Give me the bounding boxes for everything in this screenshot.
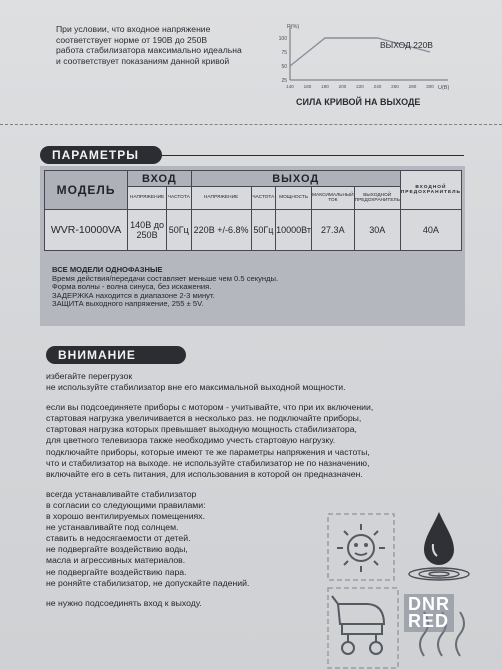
cell-out-voltage: 220В +/-6.8% bbox=[191, 210, 251, 251]
header-out-freq: ЧАСТОТА bbox=[251, 187, 276, 210]
header-max-current: МАКСИМАЛЬНЫЙ ТОК bbox=[312, 187, 355, 210]
header-out-voltage: НАПРЯЖЕНИЕ bbox=[191, 187, 251, 210]
warning-line: подключайте приборы, которые имеют те же параметры напряжения и частоты, bbox=[46, 446, 370, 457]
note-line: ЗАЩИТА выходного напряжение, 255 ± 5V. bbox=[52, 299, 204, 309]
warning-line: для цветного телевизора также необходимо учесть стартовую нагрузку. bbox=[46, 435, 336, 446]
intro-line: работа стабилизатора максимально идеальна bbox=[56, 45, 242, 56]
warning-line: что и стабилизатор на выходе. не используйте стабилизатор не по назначению, bbox=[46, 457, 370, 468]
header-fuse-out: ВЫХОДНОЙ ПРЕДОХРАНИТЕЛЬ bbox=[354, 187, 400, 210]
warning-line: не используйте стабилизатор вне его максимальной выходной мощности. bbox=[46, 382, 346, 393]
params-rule-divider bbox=[162, 155, 464, 156]
y-tick-label: 100 bbox=[278, 36, 287, 42]
x-tick-label: 240 bbox=[373, 84, 382, 89]
warning-line: стартовая нагрузка увеличивается в несколько раз. не подключайте приборы, bbox=[46, 413, 362, 424]
warning-title: ВНИМАНИЕ bbox=[58, 348, 136, 362]
note-line: ВСЕ МОДЕЛИ ОДНОФАЗНЫЕ bbox=[52, 265, 163, 274]
watermark-line: DNR bbox=[408, 594, 450, 614]
cell-fuse-out: 30А bbox=[354, 210, 400, 251]
no-sun-icon bbox=[326, 512, 396, 582]
no-water-icon bbox=[402, 506, 476, 586]
rule-line: масла и агрессивных материалов. bbox=[46, 555, 186, 566]
cell-in-freq: 50Гц bbox=[167, 210, 192, 251]
watermark-logo bbox=[404, 594, 454, 632]
rule-line: не подвергайте воздействию пара. bbox=[46, 566, 187, 577]
note-line: ЗАДЕРЖКА находится в диапазоне 2-3 минут. bbox=[52, 290, 215, 300]
params-notes bbox=[52, 266, 432, 309]
note-line: Форма волны - волна синуса, без искажения. bbox=[52, 282, 212, 292]
curve-series-label: ВЫХОД 220В bbox=[380, 40, 433, 50]
child-safety-icon bbox=[326, 586, 400, 670]
cell-model: WVR-10000VA bbox=[45, 210, 128, 251]
params-title-bar bbox=[40, 146, 162, 164]
warning-line: избегайте перегрузок bbox=[46, 371, 133, 381]
warning-line: включайте его в сеть питания, для использования в которой он предназначен. bbox=[46, 468, 363, 479]
note-line: Время действия/передачи составляет меньше чем 0.5 секунды. bbox=[52, 273, 279, 283]
rule-line: в хорошо вентилируемых помещениях. bbox=[46, 511, 206, 522]
cell-fuse-in: 40А bbox=[400, 210, 461, 251]
intro-line: соответствует норме от 190В до 250В bbox=[56, 34, 208, 45]
warning-title-bar bbox=[46, 346, 186, 364]
y-tick-label: 25 bbox=[281, 78, 287, 84]
header-fuse-in: ВХОДНОЙ ПРЕДОХРАНИТЕЛЬ bbox=[400, 171, 461, 210]
header-model: МОДЕЛЬ bbox=[45, 171, 128, 210]
warning-line: стартовая нагрузка которых превышает выходную мощность стабилизатора, bbox=[46, 424, 357, 435]
header-in-voltage: НАПРЯЖЕНИЕ bbox=[128, 187, 167, 210]
x-tick-label: 220 bbox=[356, 84, 364, 89]
curve-caption: СИЛА КРИВОЙ НА ВЫХОДЕ bbox=[296, 97, 421, 107]
x-tick-label: 180 bbox=[321, 84, 329, 89]
intro-line: При условии, что входное напряжение bbox=[56, 24, 211, 34]
header-output: ВЫХОД bbox=[191, 171, 400, 187]
x-tick-label: 200 bbox=[338, 84, 347, 89]
warning-text bbox=[46, 371, 373, 609]
header-in-freq: ЧАСТОТА bbox=[167, 187, 192, 210]
x-tick-label: 280 bbox=[408, 84, 417, 89]
rule-line: не устанавливайте под солнцем. bbox=[46, 522, 179, 533]
rule-line: не нужно подсоединять вход к выходу. bbox=[46, 597, 202, 608]
intro-line: и соответствует показаниям данной кривой bbox=[56, 55, 230, 66]
x-tick-label: 140 bbox=[286, 84, 294, 89]
y-tick-label: 75 bbox=[281, 50, 287, 56]
cut-line-divider bbox=[0, 124, 502, 125]
x-axis-label: U(В) bbox=[438, 85, 450, 91]
watermark-line: RED bbox=[408, 611, 450, 631]
rule-line: ставить в недосягаемости от детей. bbox=[46, 533, 191, 544]
x-tick-label: 260 bbox=[391, 84, 399, 89]
rule-line: не роняйте стабилизатор, не допускайте падений. bbox=[46, 577, 250, 588]
params-title: ПАРАМЕТРЫ bbox=[52, 148, 139, 162]
rule-line: не подвергайте воздействию воды, bbox=[46, 544, 188, 555]
header-input: ВХОД bbox=[128, 171, 191, 187]
x-tick-label: 160 bbox=[303, 84, 312, 89]
warning-line: если вы подсоединяете приборы с мотором - учитывайте, что при их включении, bbox=[46, 402, 374, 413]
y-tick-label: 50 bbox=[281, 64, 287, 70]
rule-line: в согласии со следующими правилами: bbox=[46, 499, 206, 510]
intro-text bbox=[56, 24, 286, 66]
x-tick-label: 300 bbox=[426, 84, 434, 89]
cell-out-freq: 50Гц bbox=[251, 210, 276, 251]
cell-in-voltage: 140В до 250В bbox=[128, 210, 167, 251]
cell-power: 10000Вт bbox=[276, 210, 312, 251]
y-axis-label: P(%) bbox=[287, 24, 300, 30]
cell-max-current: 27.3А bbox=[312, 210, 355, 251]
header-power: МОЩНОСТЬ bbox=[276, 187, 312, 210]
params-table bbox=[44, 170, 462, 251]
rule-line: всегда устанавливайте стабилизатор bbox=[46, 488, 197, 499]
